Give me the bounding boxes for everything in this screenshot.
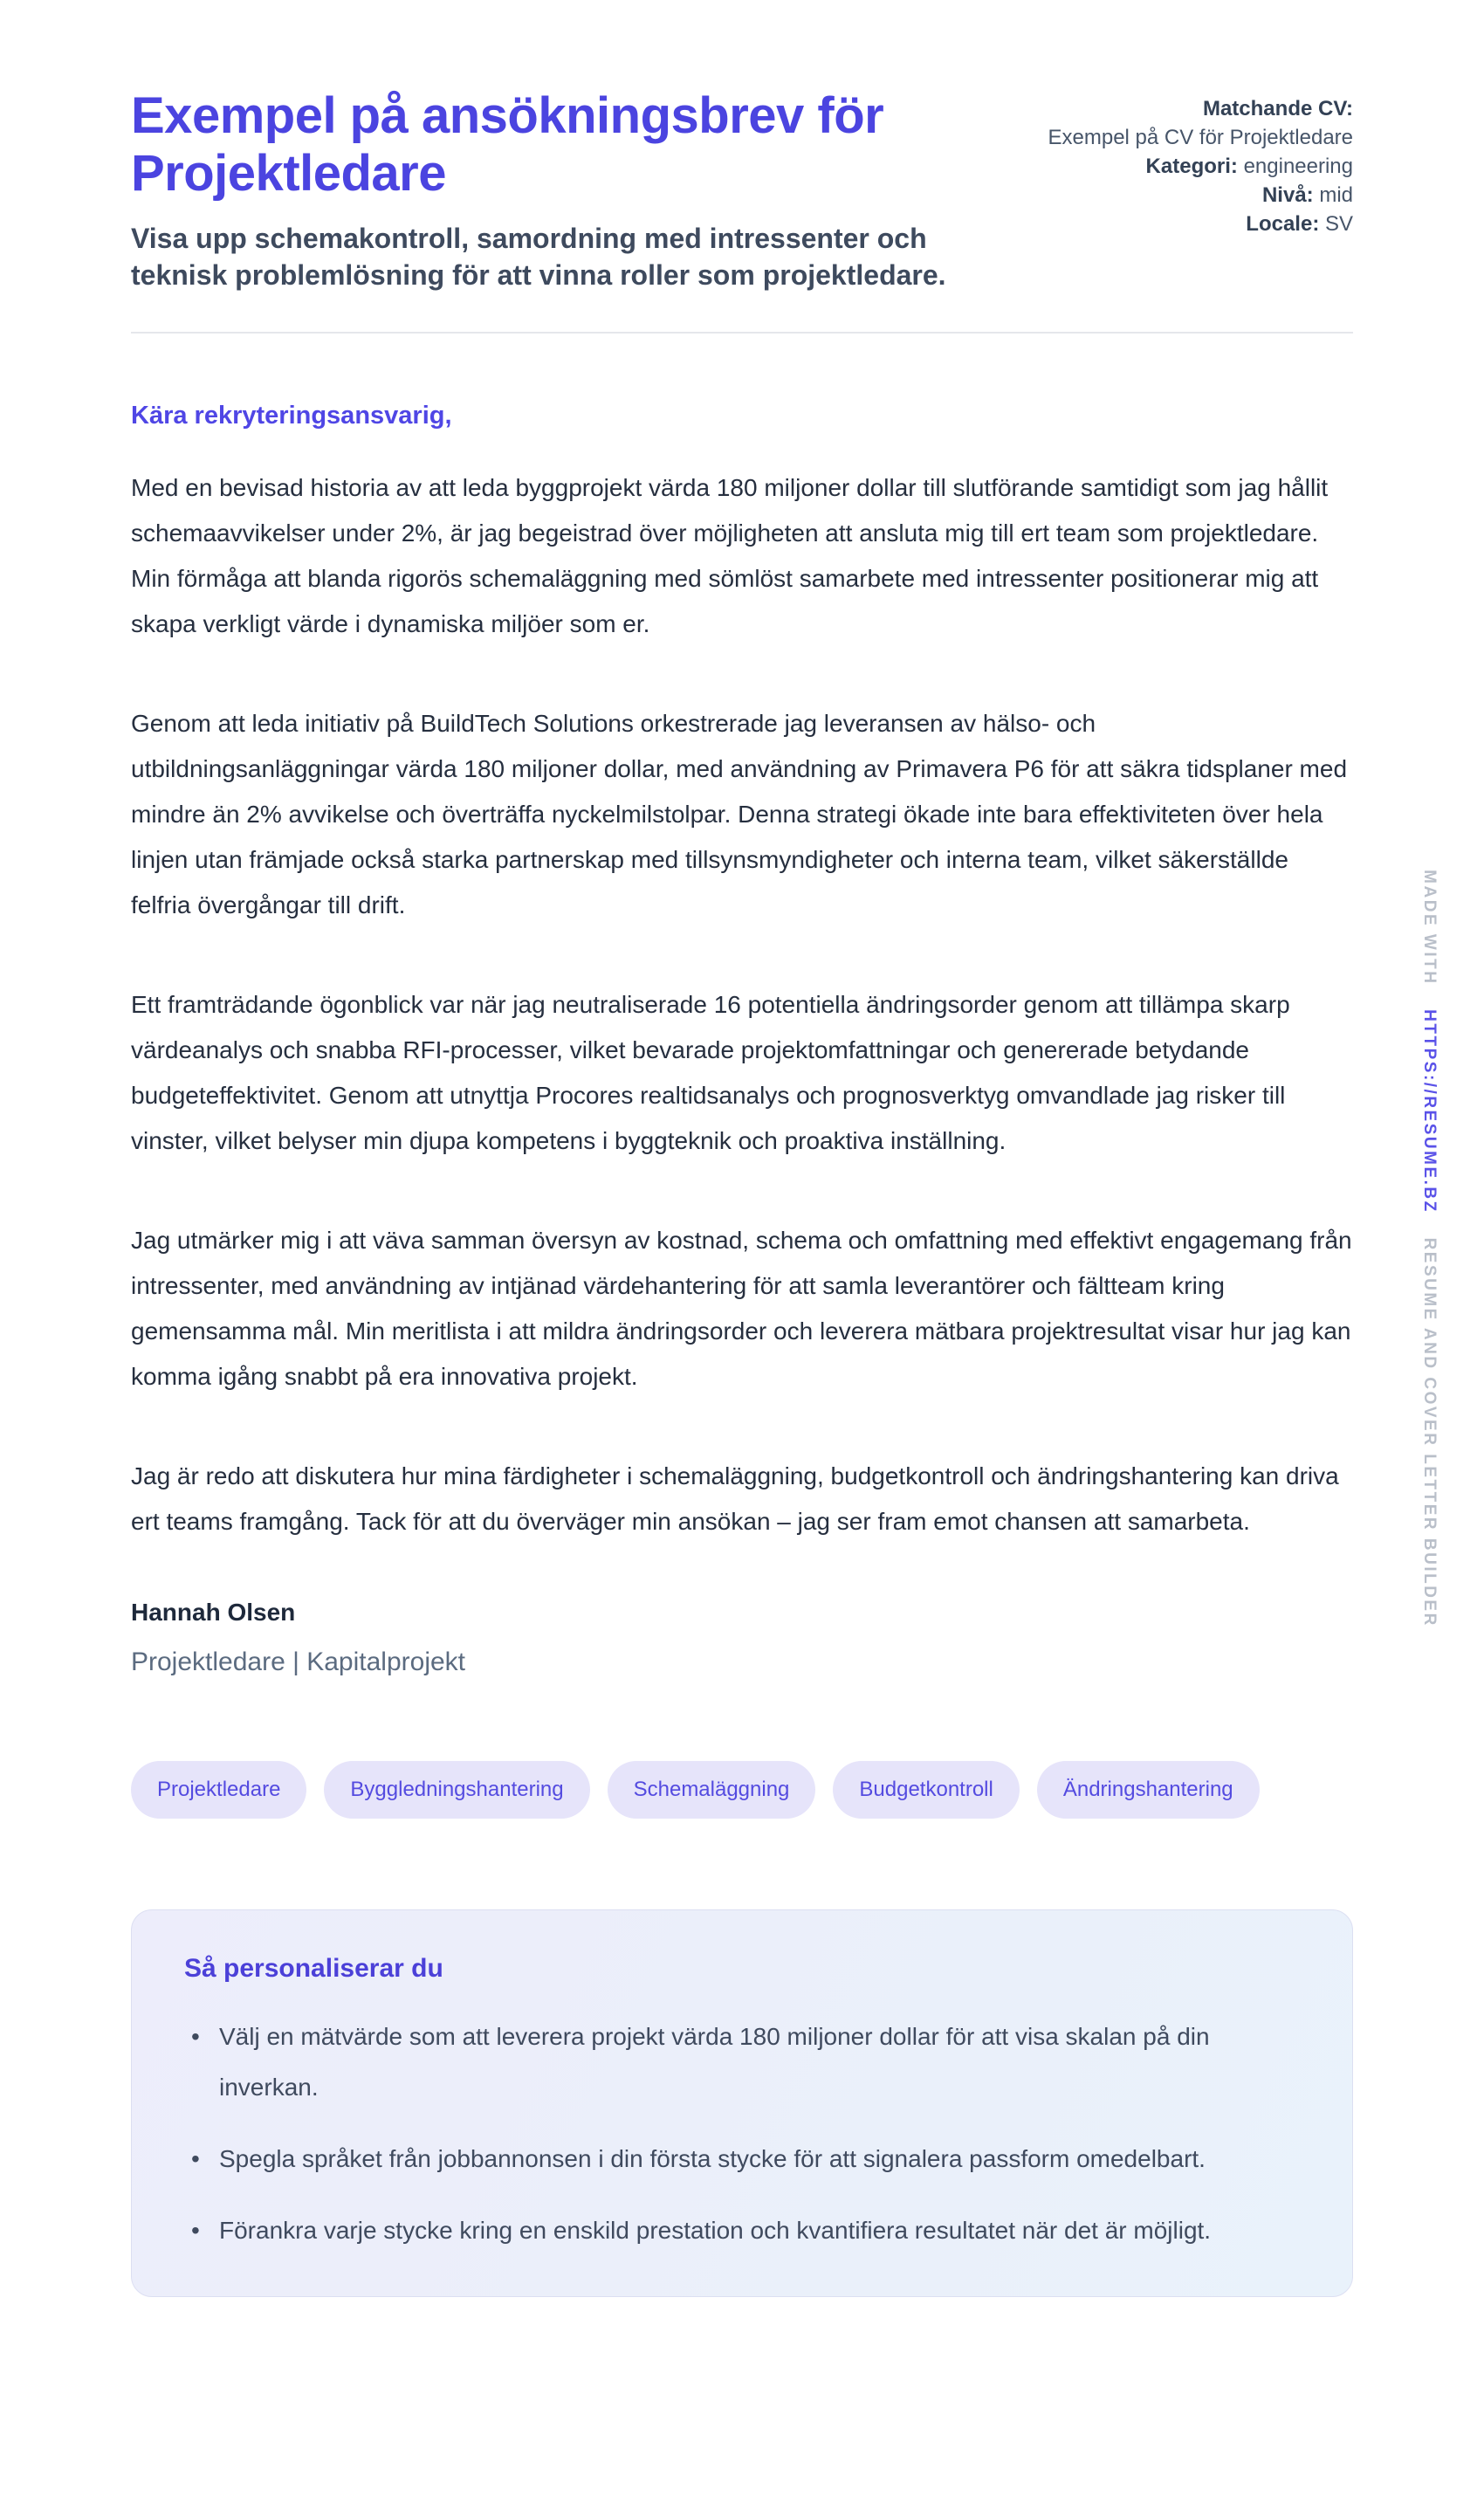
callout-tip: • Förankra varje stycke kring en enskild prestation och kvantifiera resultatet när det är möjligt. [184, 2205, 1300, 2256]
letter-paragraph: Jag är redo att diskutera hur mina färdigheter i schemaläggning, budgetkontroll och ändringshantering kan driva ert teams framgång. Tack för att du överväger min ansökan – jag ser fram emot chansen att samarbeta. [131, 1462, 1339, 1535]
tag-chip[interactable]: Ändringshantering [1037, 1761, 1260, 1819]
page-header [131, 87, 1353, 334]
made-with-watermark [1419, 870, 1439, 1627]
meta-panel [1039, 87, 1353, 238]
header-title-block [131, 87, 995, 293]
meta-matching-cv-label: Matchande CV: [1202, 97, 1353, 120]
meta-category [1039, 152, 1353, 181]
letter-paragraph: Med en bevisad historia av att leda byggprojekt värda 180 miljoner dollar till slutförande samtidigt som jag hållit schemaavvikelser under 2%, är jag begeistrad över möjligheten att ansluta mig till ert team som projektledare. Min förmåga att blanda rigorös schemaläggning med sömlöst samarbete med intressenter positionerar mig att skapa verkligt värde i dynamiska miljöer som er. [131, 474, 1329, 637]
meta-locale-value: SV [1324, 212, 1353, 236]
cover-letter-body [131, 402, 1353, 1677]
watermark-suffix: RESUME AND COVER LETTER BUILDER [1420, 1237, 1439, 1627]
meta-level [1039, 181, 1353, 210]
signature-name: Hannah Olsen [131, 1599, 296, 1626]
callout-tip: • Välj en mätvärde som att leverera projekt värda 180 miljoner dollar för att visa skalan på din inverkan. [184, 2012, 1300, 2113]
meta-level-value: mid [1319, 183, 1353, 207]
watermark-url-link[interactable]: HTTPS://RESUME.BZ [1420, 1009, 1439, 1214]
signature-role: Projektledare | Kapitalprojekt [131, 1647, 465, 1676]
meta-matching-cv-link[interactable]: Exempel på CV för Projektledare [1048, 126, 1353, 149]
callout-tip: • Spegla språket från jobbannonsen i din första stycke för att signalera passform omedelbart. [184, 2134, 1300, 2184]
watermark-made-with: MADE WITH [1420, 870, 1439, 986]
meta-matching-cv [1039, 94, 1353, 152]
page-subtitle: Visa upp schemakontroll, samordning med intressenter och teknisk problemlösning för att vinna roller som projektledare. [131, 223, 946, 291]
meta-locale-label: Locale: [1246, 212, 1320, 236]
personalization-callout [131, 1909, 1353, 2297]
meta-level-label: Nivå: [1261, 183, 1314, 207]
letter-paragraph: Jag utmärker mig i att väva samman översyn av kostnad, schema och omfattning med effektivt engagemang från intressenter, med användning av intjänad värdehantering för att samla leverantörer och fältteam kring gemensamma mål. Min meritlista i att mildra ändringsorder och leverera mätbara projektresultat visar hur jag kan komma igång snabbt på era innovativa projekt. [131, 1227, 1352, 1390]
letter-greeting: Kära rekryteringsansvarig, [131, 402, 452, 430]
letter-paragraph: Ett framträdande ögonblick var när jag neutraliserade 16 potentiella ändringsorder genom att tillämpa skarp värdeanalys och snabba RFI-processer, vilket bevarade projektomfattningar och genererade betydande budgeteffektivitet. Genom att utnyttja Procores realtidsanalys och prognosverktyg omvandlade jag risker till vinster, vilket belyser min djupa kompetens i byggteknik och proaktiva inställning. [131, 991, 1290, 1154]
meta-category-value: engineering [1243, 155, 1353, 178]
letter-paragraph: Genom att leda initiativ på BuildTech Solutions orkestrerade jag leveransen av hälso- och utbildningsanläggningar värda 180 miljoner dollar, med användning av Primavera P6 för att säkra tidsplaner med mindre än 2% avvikelse och överträffa nyckelmilstolpar. Denna strategi ökade inte bara effektiviteten över hela linjen utan främjade också starka partnerskap med tillsynsmyndigheter och interna team, vilket säkerställde felfria övergångar till drift. [131, 710, 1348, 918]
callout-title: Så personaliserar du [184, 1954, 443, 1983]
page-title: Exempel på ansökningsbrev för Projektledare [131, 87, 884, 202]
tag-chip[interactable]: Byggledningshantering [324, 1761, 589, 1819]
tag-chip[interactable]: Projektledare [131, 1761, 306, 1819]
callout-tip-list [184, 2012, 1300, 2256]
meta-locale [1039, 210, 1353, 238]
tag-chip[interactable]: Schemaläggning [608, 1761, 816, 1819]
skill-tags [131, 1761, 1353, 1819]
meta-category-label: Kategori: [1145, 155, 1238, 178]
tag-chip[interactable]: Budgetkontroll [833, 1761, 1019, 1819]
